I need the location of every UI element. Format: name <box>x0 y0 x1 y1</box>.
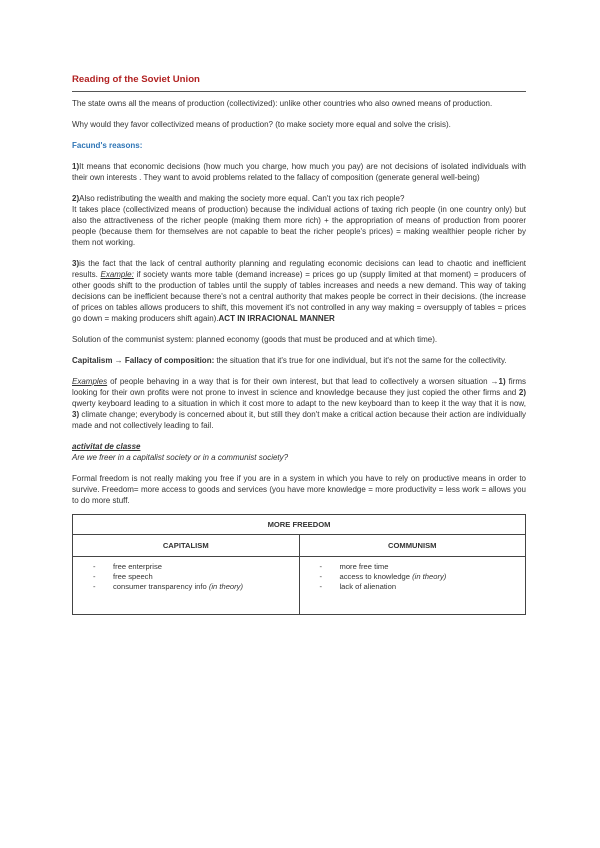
reason-3-number: 3) <box>72 259 80 268</box>
example-label: Example: <box>100 270 134 279</box>
reason-1 <box>72 161 526 183</box>
reason-2-number: 2) <box>72 194 80 203</box>
list-item: - free speech <box>93 572 153 581</box>
paragraph-capitalism: Capitalism → Fallacy of composition: the situation that it's true for one individual, but it's not the same for the collectivity. <box>72 356 507 365</box>
activity-answer: Formal freedom is not really making you free if you are in a system in which you have to rely on productive means in order to survive. Freedom= more access to goods and services (you have more knowledge = more productivity = less work = allows you to do more stuff. <box>72 474 526 505</box>
table-title: MORE FREEDOM <box>73 515 526 535</box>
activity-heading: activitat de classe <box>72 442 141 451</box>
list-item: - access to knowledge (in theory) <box>319 572 447 581</box>
reason-3-conclusion: ACT IN IRRACIONAL MANNER <box>218 314 335 323</box>
paragraph-question: Why would they favor collectivized means of production? (to make society more equal and solve the crisis). <box>72 120 451 129</box>
list-item: - more free time <box>319 562 389 571</box>
examples-label: Examples <box>72 377 108 386</box>
capitalism-cell <box>73 557 300 615</box>
reason-2-lead: 2)Also redistributing the wealth and making the society more equal. Can't you tax rich people? <box>72 194 405 203</box>
freedom-table <box>72 514 526 615</box>
list-item: - free enterprise <box>93 562 162 571</box>
page-title: Reading of the Soviet Union <box>72 74 200 85</box>
column-communism: COMMUNISM <box>299 535 526 557</box>
paragraph-solution: Solution of the communist system: planned economy (goods that must be produced and at which time). <box>72 335 438 344</box>
communism-cell <box>299 557 526 615</box>
reason-1-number: 1) <box>72 162 80 171</box>
activity-question: Are we freer in a capitalist society or in a communist society? <box>72 453 289 462</box>
document-page <box>72 74 526 615</box>
reason-3: 3)is the fact that the lack of central authority planning and regulating economic decisions can lead to chaotic and inefficient results. Example: if society wants more table (demand increase) = prices go up (supply limited at that moment) = producers of other goods shift to the production of tables until the supply of tables increases and needs a new demand. This way of taking decisions can be inefficient because there's not a central authority that makes people be correct in their decisions. (the increase of prices on tables allows producers to shift, this movement it's not controlled in any way making = oversupply of tables = prices go down = making producers shift again).ACT IN IRRACIONAL MANNER <box>72 259 526 323</box>
paragraph-examples: Examples of people behaving in a way that is for their own interest, but that lead to collectively a worsen situation →1) firms looking for their own profits were not prone to invest in science and knowledge because they just copied the other firms and 2) qwerty keyboard leading to a situation in which it cost more to adapt to the new keyboard than to keep it the way that it is now, 3) climate change; everybody is concerned about it, but still they don't make a critical action because their action are individually made and not collectively leading to fail. <box>72 377 526 430</box>
list-item: - lack of alienation <box>319 582 397 591</box>
reasons-heading: Facund's reasons: <box>72 141 143 150</box>
reason-1-text: It means that economic decisions (how much you charge, how much you pay) are not decisions of isolated individuals with their own interests . They want to avoid problems related to the fallacy of composition (generate general well-being) <box>72 162 526 182</box>
title-divider <box>72 91 526 92</box>
column-capitalism: CAPITALISM <box>73 535 300 557</box>
list-item: - consumer transparency info (in theory) <box>93 582 243 591</box>
reason-2-text: It takes place (collectivized means of production) because the individual actions of taxing rich people (in one country only) but also the attractiveness of the richer people (making them more rich) + the appropriation of means of production from poorer people (because them for themselves are not capable to beat the richer people's prices) = making wealthier people richer by them not working. <box>72 205 526 247</box>
paragraph-intro: The state owns all the means of production (collectivized): unlike other countries who also owned means of production. <box>72 99 493 108</box>
